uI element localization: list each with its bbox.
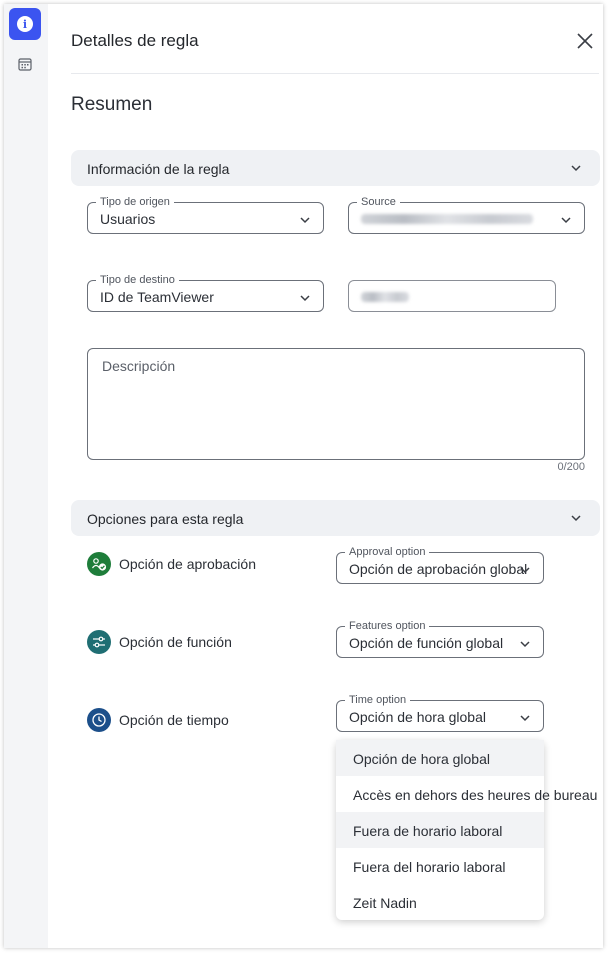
field-label: Tipo de destino: [96, 273, 179, 287]
panel-title: Detalles de regla: [71, 31, 199, 50]
description-placeholder: Descripción: [102, 358, 176, 374]
features-option-select[interactable]: [336, 620, 544, 658]
menu-item-label: Accès en dehors des heures de bureau: [353, 787, 598, 803]
approval-option-select[interactable]: [336, 546, 544, 584]
chevron-down-icon: [299, 214, 311, 226]
time-option-menu: [336, 740, 598, 920]
info-tab-button[interactable]: [9, 8, 41, 40]
menu-item[interactable]: [336, 812, 544, 848]
destination-input[interactable]: [348, 280, 556, 312]
redacted-value: [361, 292, 409, 302]
field-value: ID de TeamViewer: [100, 289, 214, 305]
field-value: Usuarios: [100, 211, 156, 227]
field-value: Opción de hora global: [349, 709, 486, 725]
menu-item[interactable]: [336, 740, 544, 776]
features-option-label: Opción de función: [119, 634, 232, 650]
time-option-label: Opción de tiempo: [119, 712, 229, 728]
chevron-down-icon: [519, 638, 531, 650]
chevron-down-icon: [519, 564, 531, 576]
menu-item-label: Fuera de horario laboral: [353, 823, 503, 839]
rule-info-section-header[interactable]: [71, 150, 600, 186]
chevron-down-icon: [519, 712, 531, 724]
rule-options-section-header[interactable]: [71, 500, 600, 536]
section-label: Información de la regla: [87, 161, 230, 177]
source-type-select[interactable]: [87, 196, 324, 234]
menu-item-label: Fuera del horario laboral: [353, 859, 506, 875]
destination-type-select[interactable]: [87, 274, 324, 312]
clock-icon: [87, 708, 111, 732]
summary-heading: Resumen: [71, 94, 153, 115]
character-counter: 0/200: [557, 461, 585, 473]
field-value: Opción de aprobación global: [349, 561, 528, 577]
chevron-down-icon: [299, 292, 311, 304]
field-label: Source: [357, 195, 400, 209]
field-label: Tipo de origen: [96, 195, 174, 209]
menu-item-label: Zeit Nadin: [353, 895, 417, 911]
redacted-value: [361, 214, 533, 224]
field-value: Opción de función global: [349, 635, 504, 651]
sliders-icon: [87, 630, 111, 654]
chevron-down-icon: [570, 512, 582, 524]
chevron-down-icon: [570, 162, 582, 174]
menu-item[interactable]: [336, 776, 598, 812]
field-label: Time option: [345, 693, 410, 707]
field-label: Approval option: [345, 545, 429, 559]
field-label: Features option: [345, 619, 429, 633]
section-label: Opciones para esta regla: [87, 511, 244, 527]
source-select[interactable]: [348, 196, 585, 234]
menu-item[interactable]: [336, 848, 544, 884]
description-textarea[interactable]: [87, 348, 585, 460]
calendar-icon[interactable]: [18, 57, 32, 71]
header-divider: [71, 73, 599, 74]
approval-option-label: Opción de aprobación: [119, 556, 256, 572]
side-rail: [4, 4, 48, 948]
approval-icon: [87, 552, 111, 576]
time-option-select[interactable]: [336, 694, 544, 732]
menu-item[interactable]: [336, 884, 544, 920]
close-icon[interactable]: [575, 31, 595, 51]
info-icon: i: [17, 16, 33, 32]
menu-item-label: Opción de hora global: [353, 751, 490, 767]
chevron-down-icon: [560, 214, 572, 226]
